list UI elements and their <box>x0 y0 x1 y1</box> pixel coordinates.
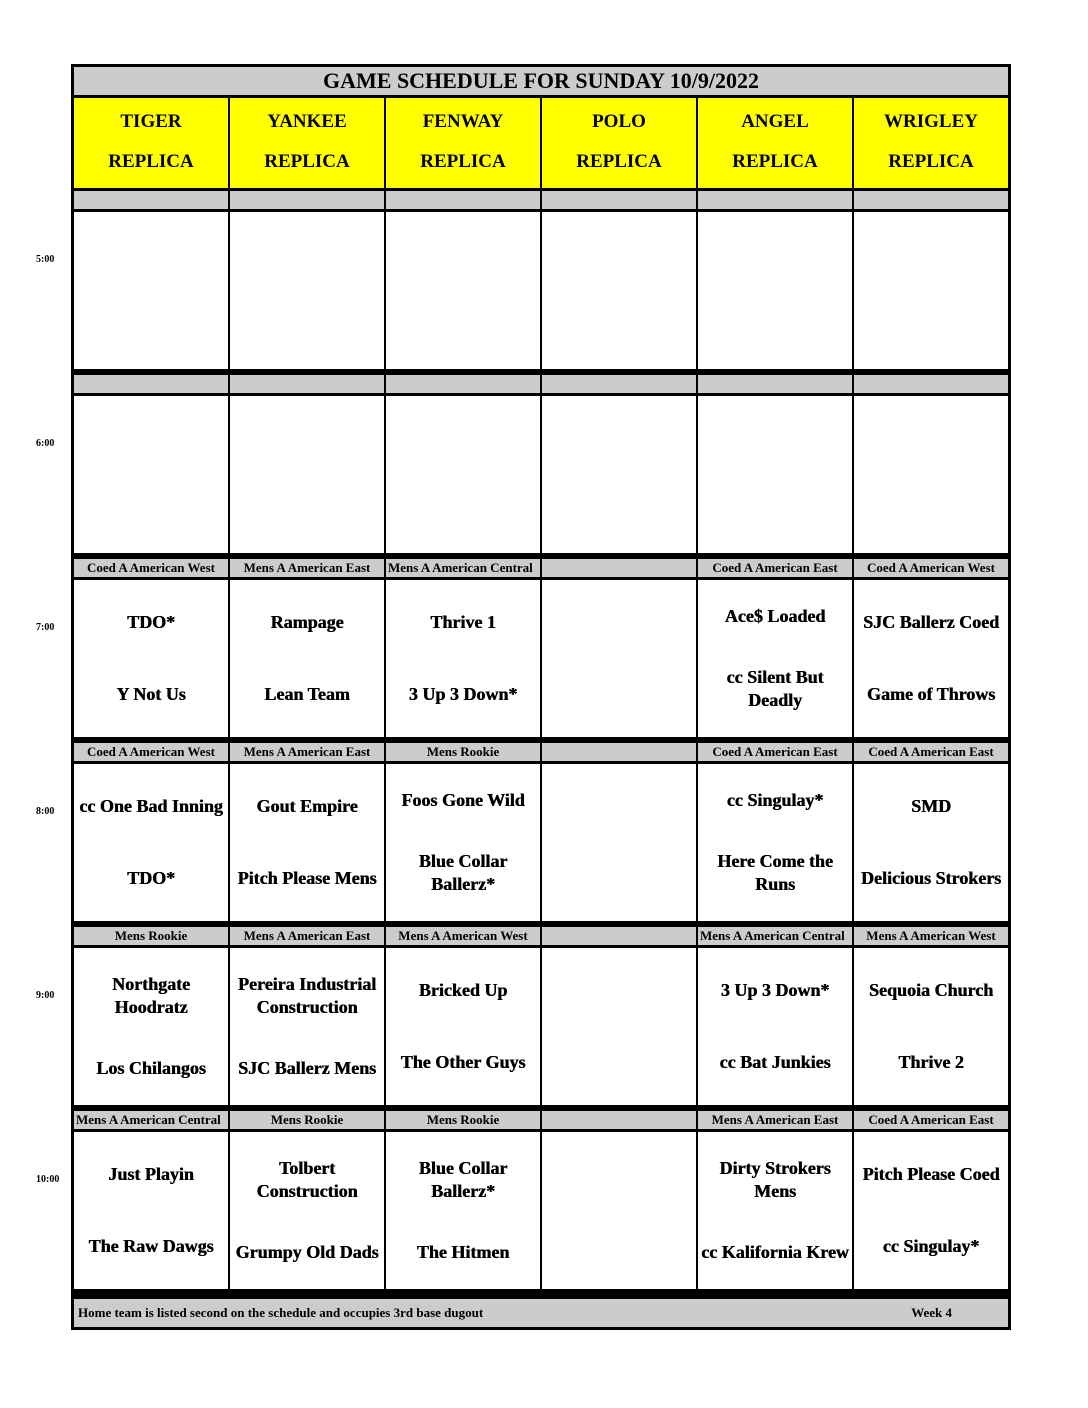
away-team: Dirty Strokers Mens <box>719 1158 831 1201</box>
field-header <box>386 98 540 188</box>
division-label: Coed A American West <box>854 559 1008 577</box>
division-label <box>542 743 696 761</box>
game-cell <box>698 396 852 553</box>
division-label <box>542 1111 696 1129</box>
game-cell <box>542 764 696 921</box>
game-cell <box>230 948 384 1105</box>
division-label: Mens Rookie <box>386 743 540 761</box>
home-team: The Other Guys <box>400 1052 526 1073</box>
home-team: Pitch Please Mens <box>237 868 377 889</box>
division-label: Mens A American West <box>386 927 540 945</box>
schedule-sheet <box>71 64 1011 1330</box>
game-cell <box>542 948 696 1105</box>
away-team: cc One Bad Inning <box>79 795 223 816</box>
game-cell <box>542 1132 696 1289</box>
game-cell <box>386 948 540 1105</box>
field-subtitle: REPLICA <box>420 151 506 172</box>
division-label: Mens A American East <box>230 927 384 945</box>
time-label: 6:00 <box>36 438 55 449</box>
game-cell <box>386 396 540 553</box>
time-label: 10:00 <box>36 1174 60 1185</box>
home-team: Blue Collar Ballerz* <box>418 851 508 894</box>
game-cell <box>74 1132 228 1289</box>
time-label: 9:00 <box>36 990 55 1001</box>
game-cell <box>230 580 384 737</box>
game-cell <box>386 764 540 921</box>
away-team: Blue Collar Ballerz* <box>418 1158 508 1201</box>
game-cell <box>854 396 1008 553</box>
division-label <box>542 191 696 209</box>
schedule-title: GAME SCHEDULE FOR SUNDAY 10/9/2022 <box>74 67 1008 95</box>
game-cell <box>854 948 1008 1105</box>
division-label <box>542 927 696 945</box>
field-name: ANGEL <box>741 111 809 132</box>
game-cell <box>386 1132 540 1289</box>
division-label: Coed A American West <box>74 559 228 577</box>
division-label: Mens Rookie <box>74 927 228 945</box>
game-cell <box>698 212 852 369</box>
home-team: Y Not Us <box>116 684 186 705</box>
game-cell <box>74 212 228 369</box>
field-name: WRIGLEY <box>884 111 978 132</box>
division-label: Mens A American East <box>230 559 384 577</box>
home-team: cc Silent But Deadly <box>726 667 824 710</box>
game-cell <box>854 212 1008 369</box>
division-label: Mens A American Central <box>386 559 540 577</box>
home-team: cc Bat Junkies <box>719 1052 831 1073</box>
away-team: Pitch Please Coed <box>862 1163 1000 1184</box>
time-label: 5:00 <box>36 254 55 265</box>
home-team: The Raw Dawgs <box>88 1236 214 1257</box>
away-team: Thrive 1 <box>430 611 496 632</box>
away-team: TDO* <box>126 611 175 632</box>
field-subtitle: REPLICA <box>888 151 974 172</box>
division-label: Mens Rookie <box>386 1111 540 1129</box>
game-cell <box>74 764 228 921</box>
game-cell <box>542 396 696 553</box>
field-subtitle: REPLICA <box>264 151 350 172</box>
field-subtitle: REPLICA <box>732 151 818 172</box>
away-team: Northgate Hoodratz <box>112 974 190 1017</box>
division-label <box>542 559 696 577</box>
division-label: Mens A American West <box>854 927 1008 945</box>
division-label: Mens A American Central <box>698 927 852 945</box>
game-cell <box>698 948 852 1105</box>
field-header <box>854 98 1008 188</box>
division-label <box>74 191 228 209</box>
home-team: Game of Throws <box>866 684 996 705</box>
away-team: Just Playin <box>108 1163 194 1184</box>
home-team: Delicious Strokers <box>860 868 1002 889</box>
division-label <box>698 191 852 209</box>
game-cell <box>230 764 384 921</box>
home-team: Los Chilangos <box>96 1058 206 1078</box>
division-label: Coed A American East <box>854 1111 1008 1129</box>
field-header <box>698 98 852 188</box>
game-cell <box>74 948 228 1105</box>
home-team: 3 Up 3 Down* <box>408 684 518 705</box>
field-name: FENWAY <box>422 111 504 132</box>
game-cell <box>698 1132 852 1289</box>
home-team: cc Singulay* <box>882 1236 980 1257</box>
time-label: 8:00 <box>36 806 55 817</box>
division-label <box>386 375 540 393</box>
division-label <box>854 191 1008 209</box>
away-team: SJC Ballerz Coed <box>863 611 999 632</box>
field-name: TIGER <box>120 111 182 132</box>
game-cell <box>854 1132 1008 1289</box>
division-label: Mens A American East <box>230 743 384 761</box>
home-team: SJC Ballerz Mens <box>238 1058 376 1078</box>
division-label <box>854 375 1008 393</box>
away-team: Gout Empire <box>256 795 358 816</box>
division-label <box>74 375 228 393</box>
away-team: Ace$ Loaded <box>724 606 826 626</box>
away-team: Rampage <box>270 611 344 632</box>
home-team: The Hitmen <box>416 1242 510 1262</box>
game-cell <box>230 212 384 369</box>
division-label <box>386 191 540 209</box>
division-label: Coed A American East <box>698 559 852 577</box>
division-label: Mens Rookie <box>230 1111 384 1129</box>
field-header <box>230 98 384 188</box>
division-label: Coed A American East <box>854 743 1008 761</box>
game-cell <box>854 764 1008 921</box>
away-team: Pereira Industrial Construction <box>237 974 377 1017</box>
game-cell <box>542 580 696 737</box>
away-team: Bricked Up <box>418 979 508 1000</box>
away-team: Sequoia Church <box>868 979 994 1000</box>
time-label: 7:00 <box>36 622 55 633</box>
home-team: TDO* <box>126 868 175 889</box>
game-cell <box>386 580 540 737</box>
division-label: Coed A American East <box>698 743 852 761</box>
home-team: cc Kalifornia Krew <box>701 1242 849 1262</box>
away-team: cc Singulay* <box>726 790 824 810</box>
schedule-footer <box>74 1299 1008 1327</box>
field-subtitle: REPLICA <box>576 151 662 172</box>
footer-note: Home team is listed second on the schedule and occupies 3rd base dugout <box>78 1305 484 1320</box>
home-team: Here Come the Runs <box>717 851 833 894</box>
division-label <box>542 375 696 393</box>
game-cell <box>74 580 228 737</box>
away-team: SMD <box>911 795 951 816</box>
away-team: Tolbert Construction <box>256 1158 358 1201</box>
home-team: Lean Team <box>264 684 350 705</box>
game-cell <box>230 396 384 553</box>
game-cell <box>854 580 1008 737</box>
field-header <box>542 98 696 188</box>
division-label: Mens A American Central <box>74 1111 228 1129</box>
home-team: Grumpy Old Dads <box>235 1242 379 1262</box>
field-name: POLO <box>592 111 646 132</box>
division-label <box>698 375 852 393</box>
game-cell <box>698 580 852 737</box>
game-cell <box>386 212 540 369</box>
field-name: YANKEE <box>267 111 347 132</box>
division-label <box>230 191 384 209</box>
division-label: Coed A American West <box>74 743 228 761</box>
week-label: Week 4 <box>911 1305 952 1320</box>
game-cell <box>74 396 228 553</box>
division-label <box>230 375 384 393</box>
game-cell <box>698 764 852 921</box>
away-team: Foos Gone Wild <box>401 790 525 810</box>
field-subtitle: REPLICA <box>108 151 194 172</box>
division-label: Mens A American East <box>698 1111 852 1129</box>
game-cell <box>542 212 696 369</box>
home-team: Thrive 2 <box>898 1052 964 1073</box>
game-cell <box>230 1132 384 1289</box>
field-header <box>74 98 228 188</box>
away-team: 3 Up 3 Down* <box>720 979 830 1000</box>
